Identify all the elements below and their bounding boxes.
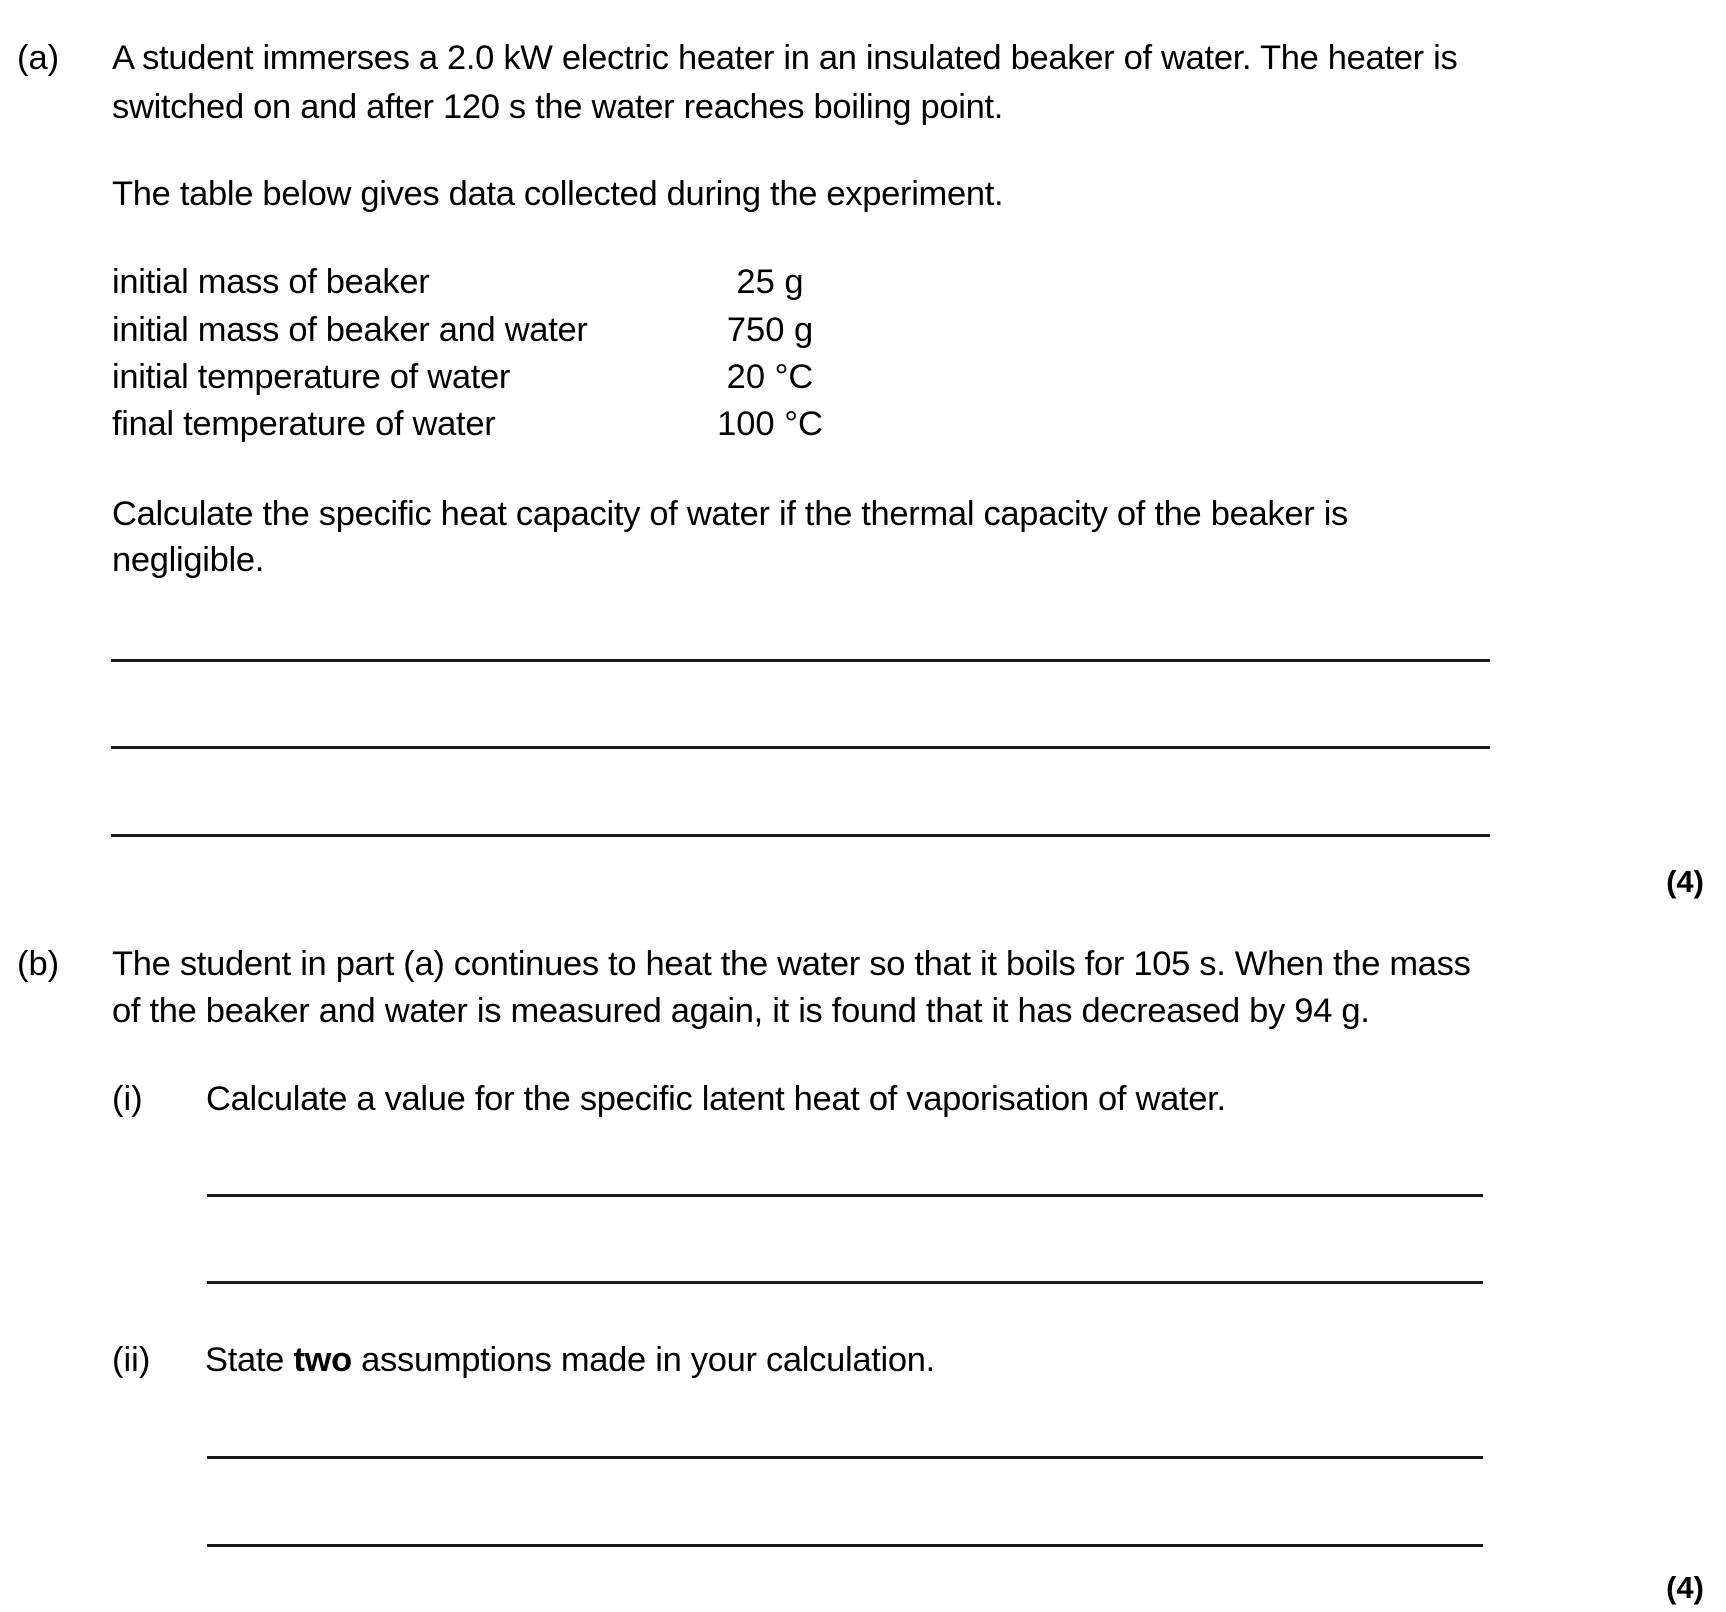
part-b-ii-question [205, 1336, 935, 1384]
table-intro: The table below gives data collected during the experiment. [112, 175, 1004, 213]
answer-line[interactable] [207, 1456, 1483, 1459]
part-b-intro-line-1: The student in part (a) continues to heat the water so that it boils for 105 s. When the mass [112, 945, 1471, 983]
table-row-label: initial mass of beaker [112, 263, 430, 301]
table-row-value: 100 °C [717, 405, 823, 443]
answer-line[interactable] [207, 1281, 1483, 1284]
part-a-question-line-1: Calculate the specific heat capacity of water if the thermal capacity of the beaker is [112, 495, 1349, 533]
table-row-value: 25 g [736, 263, 804, 301]
part-b-intro-line-2: of the beaker and water is measured again, it is found that it has decreased by 94 g. [112, 992, 1370, 1030]
part-a-intro-line-2: switched on and after 120 s the water reaches boiling point. [112, 88, 1004, 126]
table-row-label: initial temperature of water [112, 358, 511, 396]
answer-line[interactable] [111, 659, 1490, 662]
answer-line[interactable] [111, 746, 1490, 749]
answer-line[interactable] [207, 1194, 1483, 1197]
question-emphasis: two [293, 1341, 352, 1379]
question-prefix: State [205, 1341, 285, 1379]
table-row-label: final temperature of water [112, 405, 496, 443]
part-a-question-line-2: negligible. [112, 541, 265, 579]
part-a-marks: (4) [1666, 864, 1704, 899]
part-b-ii-label: (ii) [112, 1341, 151, 1379]
answer-line[interactable] [207, 1544, 1483, 1547]
part-a-label: (a) [17, 39, 60, 77]
question-suffix: assumptions made in your calculation. [361, 1341, 935, 1379]
table-row-value: 750 g [726, 311, 814, 349]
part-a-intro-line-1: A student immerses a 2.0 kW electric heater in an insulated beaker of water. The heater is [112, 39, 1458, 77]
table-row-label: initial mass of beaker and water [112, 311, 588, 349]
answer-line[interactable] [111, 834, 1490, 837]
table-row-value: 20 °C [726, 358, 814, 396]
part-b-i-label: (i) [112, 1080, 143, 1118]
part-b-marks: (4) [1666, 1570, 1704, 1605]
part-b-i-question: Calculate a value for the specific latent heat of vaporisation of water. [206, 1080, 1226, 1118]
part-b-label: (b) [17, 945, 60, 983]
